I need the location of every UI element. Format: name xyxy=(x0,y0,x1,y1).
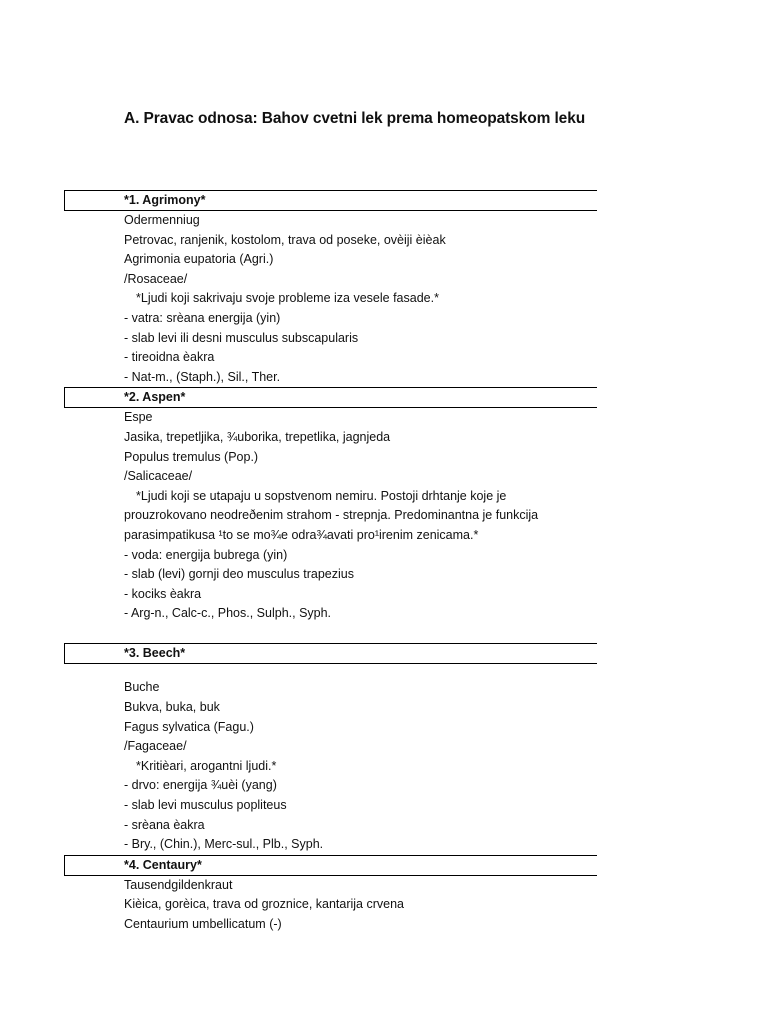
entry-line: /Salicaceae/ xyxy=(124,469,193,484)
entry-line: - Nat-m., (Staph.), Sil., Ther. xyxy=(124,369,281,384)
spacer xyxy=(0,664,768,678)
entry-header-label: *3. Beech* xyxy=(124,646,186,661)
entry-line: *Kritièari, arogantni ljudi.* xyxy=(136,758,277,773)
entry-header xyxy=(64,387,597,408)
entry-line: Kièica, gorèica, trava od groznice, kantarija crvena xyxy=(124,897,405,912)
entry-header xyxy=(64,190,597,211)
entry-line: prouzrokovano neodreðenim strahom - strepnja. Predominantna je funkcija xyxy=(124,508,539,523)
entry-line: - tireoidna èakra xyxy=(124,350,215,365)
entry-line: parasimpatikusa ¹to se mo¾e odra¾avati pro¹irenim zenicama.* xyxy=(124,527,479,542)
entry-block xyxy=(0,190,768,387)
entry-line: Odermenniug xyxy=(124,213,200,227)
entry-line: Populus tremulus (Pop.) xyxy=(124,449,259,464)
entry-header xyxy=(64,643,597,664)
entry-line: *Ljudi koji se utapaju u sopstvenom nemiru. Postoji drhtanje koje je xyxy=(136,488,507,503)
entry-line: Tausendgildenkraut xyxy=(124,877,233,892)
entry-line: - Bry., (Chin.), Merc-sul., Plb., Syph. xyxy=(124,837,324,852)
entry-block xyxy=(0,387,768,643)
entry-header-label: *2. Aspen* xyxy=(124,390,186,405)
entry-line: - kociks èakra xyxy=(124,586,202,601)
entries-list xyxy=(0,190,768,935)
entry-line: Espe xyxy=(124,410,153,425)
page-title: A. Pravac odnosa: Bahov cvetni lek prema homeopatskom leku xyxy=(124,110,586,127)
entry-line: Agrimonia eupatoria (Agri.) xyxy=(124,252,274,267)
entry-line: - srèana èakra xyxy=(124,817,205,832)
entry-line: - drvo: energija ¾uèi (yang) xyxy=(124,778,277,793)
entry-line: - slab levi ili desni musculus subscapularis xyxy=(124,330,359,345)
entry-line: Centaurium umbellicatum (-) xyxy=(124,917,282,931)
entry-line: Bukva, buka, buk xyxy=(124,700,220,715)
entry-line: /Rosaceae/ xyxy=(124,271,188,286)
entry-line: Jasika, trepetljika, ¾uborika, trepetlika, jagnjeda xyxy=(124,429,391,444)
entry-block xyxy=(0,855,768,935)
entry-header-label: *4. Centaury* xyxy=(124,857,202,872)
entry-line: - slab (levi) gornji deo musculus trapezius xyxy=(124,567,354,582)
entry-line: Buche xyxy=(124,680,160,695)
entry-line: *Ljudi koji sakrivaju svoje probleme iza vesele fasade.* xyxy=(136,291,439,306)
entry-line: Petrovac, ranjenik, kostolom, trava od poseke, ovèiji èièak xyxy=(124,232,446,247)
entry-block xyxy=(0,643,768,854)
spacer xyxy=(0,624,768,644)
entry-line: - voda: energija bubrega (yin) xyxy=(124,547,288,562)
entry-line: - vatra: srèana energija (yin) xyxy=(124,310,281,325)
entry-line: /Fagaceae/ xyxy=(124,739,187,754)
entry-header-label: *1. Agrimony* xyxy=(124,193,206,207)
entry-line: - Arg-n., Calc-c., Phos., Sulph., Syph. xyxy=(124,606,332,621)
entry-line: - slab levi musculus popliteus xyxy=(124,798,287,813)
entry-line: Fagus sylvatica (Fagu.) xyxy=(124,719,254,734)
entry-header xyxy=(64,855,597,876)
